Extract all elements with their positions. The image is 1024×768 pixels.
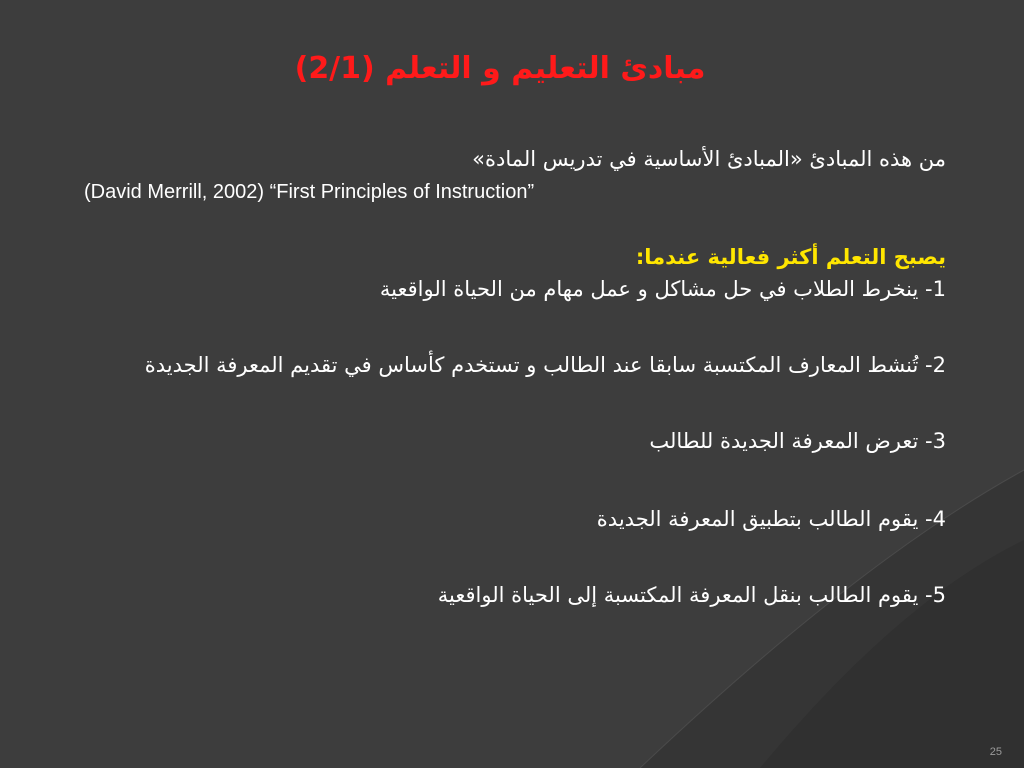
list-item-3: 3- تعرض المعرفة الجديدة للطالب	[649, 429, 946, 453]
lead-heading: يصبح التعلم أكثر فعالية عندما:	[635, 245, 946, 269]
list-item-5: 5- يقوم الطالب بنقل المعرفة المكتسبة إلى الحياة الواقعية	[437, 583, 946, 607]
slide-content	[70, 143, 946, 611]
page-number: 25	[989, 746, 1002, 758]
list-item-2: 2- تُنشط المعارف المكتسبة سابقا عند الطالب و تستخدم كأساس في تقديم المعرفة الجديدة	[144, 353, 946, 377]
slide-title	[0, 42, 1000, 96]
slide-title-text: مبادئ التعليم و التعلم (2/1)	[294, 51, 706, 86]
intro-text: من هذه المبادئ «المبادئ الأساسية في تدريس المادة»	[472, 147, 946, 171]
list-item-1: 1- ينخرط الطلاب في حل مشاكل و عمل مهام من الحياة الواقعية	[379, 277, 946, 301]
list-item-4: 4- يقوم الطالب بتطبيق المعرفة الجديدة	[596, 507, 946, 531]
reference-text: (David Merrill, 2002) “First Principles of Instruction”	[84, 181, 535, 203]
